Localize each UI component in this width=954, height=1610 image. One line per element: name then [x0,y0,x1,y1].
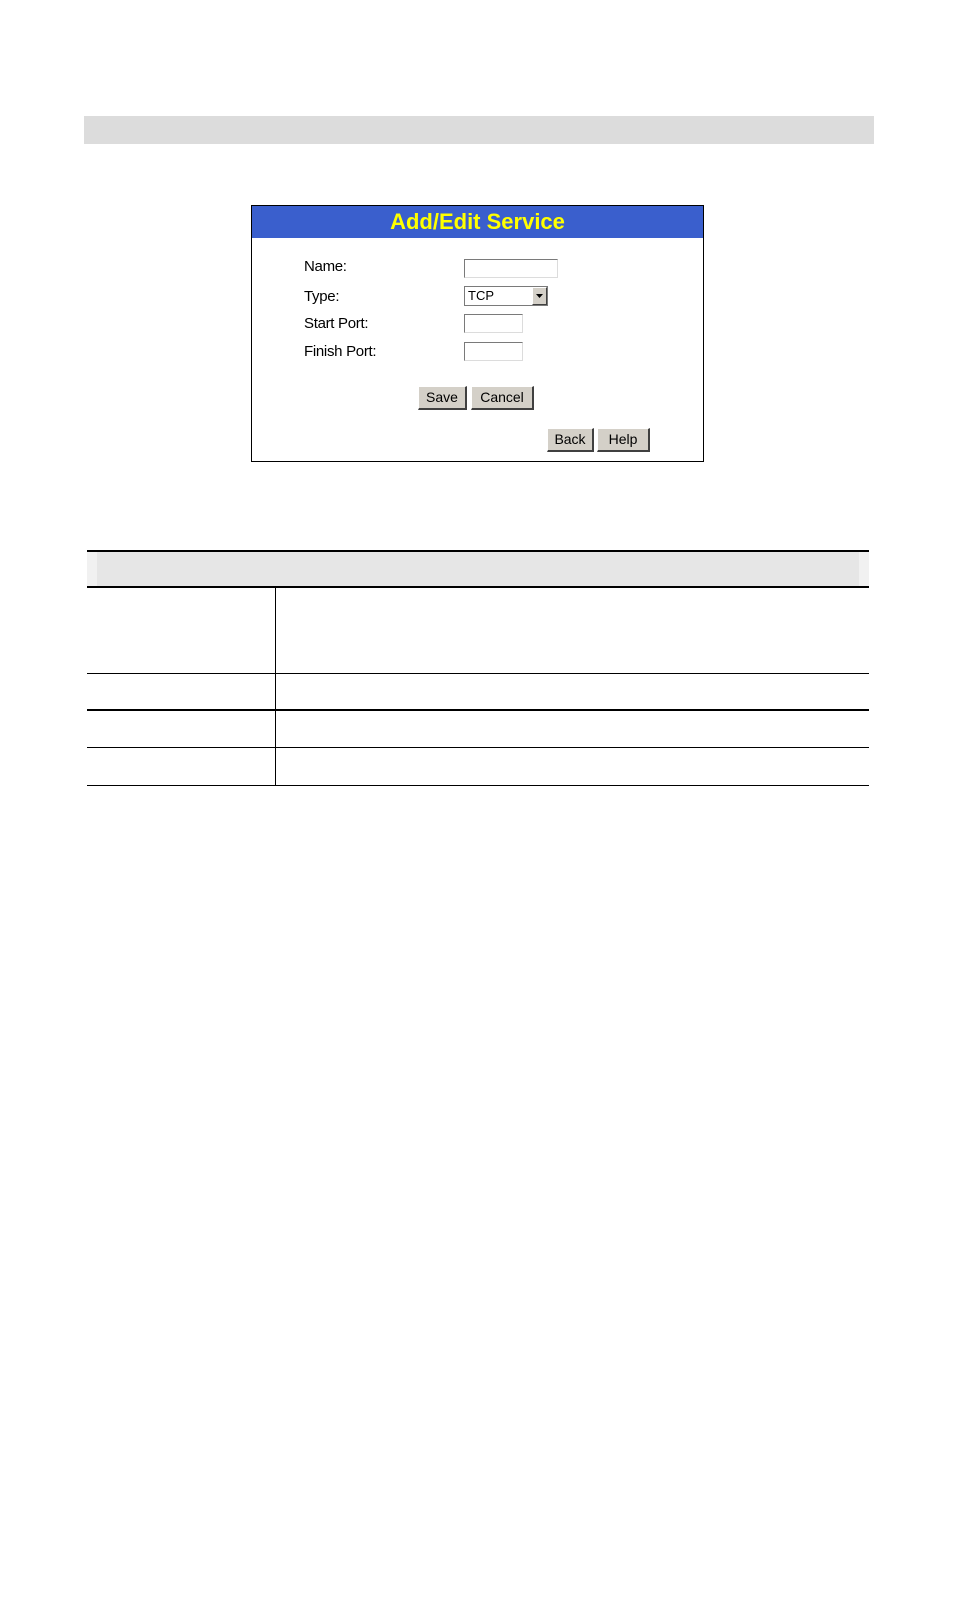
start-port-label: Start Port: [304,315,369,332]
chevron-down-icon[interactable] [532,287,547,305]
type-label: Type: [304,288,340,305]
save-button[interactable]: Save [418,386,467,410]
type-select[interactable] [464,286,548,306]
add-edit-service-dialog [251,205,704,462]
name-input[interactable] [464,259,558,278]
cancel-button[interactable]: Cancel [471,386,534,410]
column-divider [275,674,276,709]
table-row [87,588,869,674]
data-table [87,550,869,786]
type-select-value: TCP [468,288,494,303]
dialog-title: Add/Edit Service [252,206,703,238]
table-row [87,674,869,711]
table-header-cell [97,552,859,586]
column-divider [275,748,276,785]
help-button[interactable]: Help [597,428,650,452]
start-port-input[interactable] [464,314,523,333]
name-label: Name: [304,258,347,275]
table-row [87,748,869,786]
column-divider [275,588,276,673]
finish-port-label: Finish Port: [304,343,377,360]
back-button[interactable]: Back [547,428,594,452]
table-header [87,550,869,588]
finish-port-input[interactable] [464,342,523,361]
section-header-bar [84,116,874,144]
column-divider [275,711,276,747]
table-row [87,711,869,748]
